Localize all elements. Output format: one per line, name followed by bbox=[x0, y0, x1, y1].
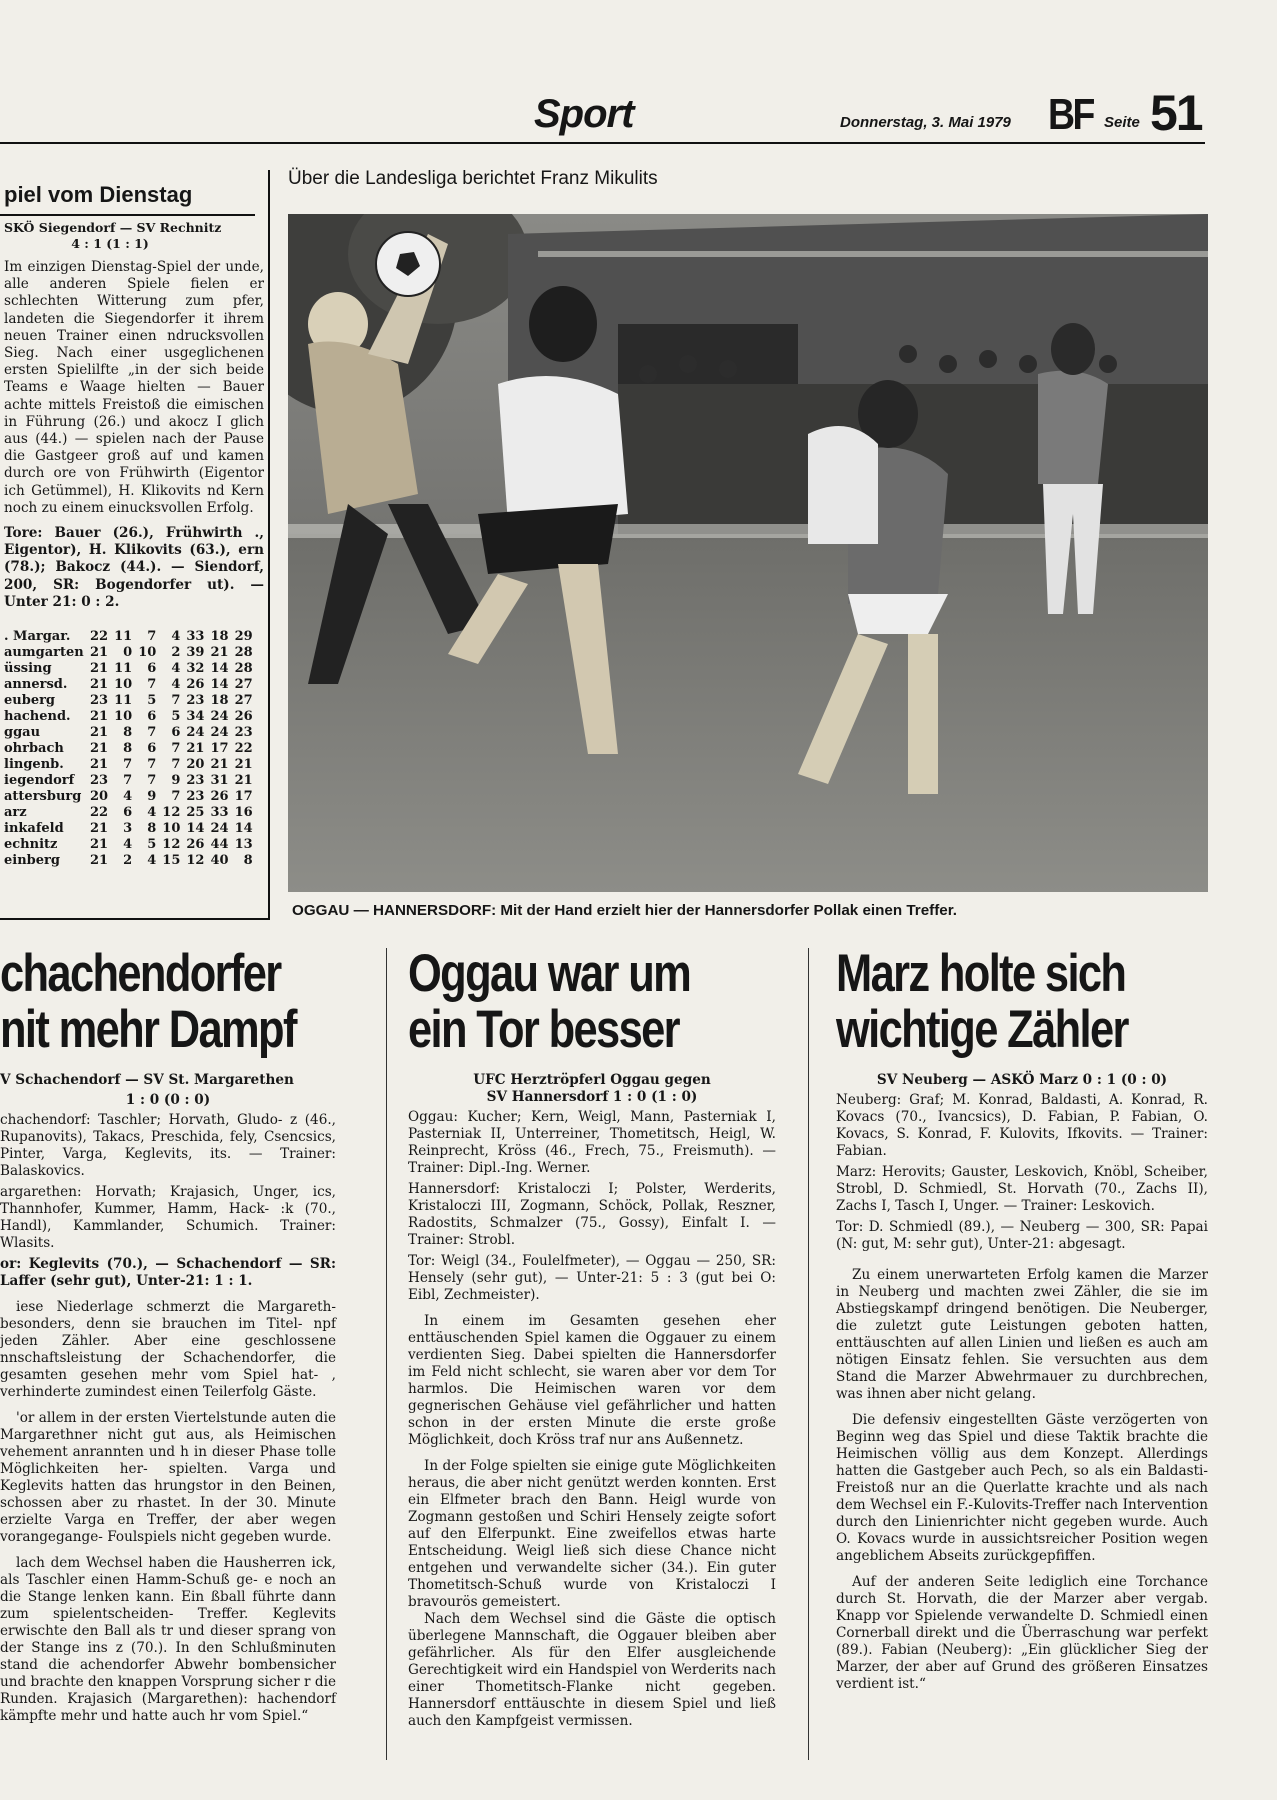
column-divider bbox=[808, 948, 809, 1760]
standings-cell-sp: 23 bbox=[90, 693, 109, 709]
standings-cell-sp: 21 bbox=[90, 645, 109, 661]
goals-line: Tor: Weigl (34., Foulelfmeter), — Oggau — 250, SR: Hensely (sehr gut), — Unter-21: 5 : 3 (gut bei O: Eibl, Zechmeister). bbox=[408, 1253, 776, 1303]
article-headline-line: ein Tor besser bbox=[408, 1000, 679, 1059]
standings-cell-tore: 21 bbox=[186, 741, 205, 757]
standings-cell-gt: 40 bbox=[210, 853, 229, 869]
standings-cell-team: ohrbach bbox=[4, 741, 64, 757]
standings-row bbox=[4, 709, 256, 725]
standings-cell-sp: 23 bbox=[90, 773, 109, 789]
standings-cell-pkt: 17 bbox=[234, 789, 253, 805]
standings-cell-s: 8 bbox=[123, 741, 133, 757]
article-paragraph: In einem im Gesamten gesehen eher enttäuschenden Spiel kamen die Oggauer zu einem verdienten Sieg. Dabei spielten die Hannersdorfer im Feld nicht schlecht, sie waren aber vor dem Tor harmlos. Die Heimischen waren vor dem gegnerischen Gehäuse viel gefährlicher und hatten schon in der ersten Minute die erste große Möglichkeit, doch Kröss traf nur ans Außennetz. bbox=[408, 1313, 776, 1448]
standings-cell-sp: 22 bbox=[90, 805, 109, 821]
standings-cell-s: 7 bbox=[123, 773, 133, 789]
standings-cell-team: lingenb. bbox=[4, 757, 64, 773]
standings-cell-tore: 26 bbox=[186, 677, 205, 693]
article-paragraph: Zu einem unerwarteten Erfolg kamen die Marzer in Neuberg und machten zwei Zähler, die sie im Abstiegskampf dringend benötigen. Die Neuberger, die zuletzt gute Leistungen geboten hatten, enttäuschten auf allen Linien und ließen es auch am nötigen Einsatz fehlen. Sie versuchten aus dem Stand die Marzer Abwehrmauer zu durchbrechen, was ihnen aber nicht gelang. bbox=[836, 1267, 1208, 1402]
standings-cell-s: 10 bbox=[114, 709, 133, 725]
article-paragraph: Nach dem Wechsel sind die Gäste die optisch überlegene Mannschaft, die Oggauer bleiben aber gefährlicher. Als für den Elfer ausgleichende Gerechtigkeit wird ein Handspiel von Werderits nach einer Thometitsch-Flanke nicht gegeben. Hannersdorf enttäuschte in diesem Spiel und ließ auch den Kampfgeist vermissen. bbox=[408, 1611, 776, 1729]
standings-cell-u: 4 bbox=[147, 853, 157, 869]
standings-cell-tore: 20 bbox=[186, 757, 205, 773]
standings-cell-team: . Margar. bbox=[4, 629, 71, 645]
standings-row bbox=[4, 725, 256, 741]
standings-cell-team: attersburg bbox=[4, 789, 82, 805]
standings-cell-u: 7 bbox=[147, 677, 157, 693]
standings-cell-sp: 21 bbox=[90, 725, 109, 741]
standings-cell-team: arz bbox=[4, 805, 27, 821]
standings-cell-s: 4 bbox=[123, 789, 133, 805]
standings-cell-n: 5 bbox=[171, 709, 181, 725]
standings-cell-n: 4 bbox=[171, 661, 181, 677]
standings-cell-s: 0 bbox=[123, 645, 133, 661]
lineup-away: argarethen: Horvath; Krajasich, Unger, ics, Thannhofer, Kummer, Hamm, Hack- :k (70., Handl), Kammlander, Schumich. Trainer: Wlasits. bbox=[0, 1184, 336, 1251]
lineup-away: Marz: Herovits; Gauster, Leskovich, Knöbl, Scheiber, Strobl, D. Schmiedl, St. Horvath (70., Zachs II), Zachs I, Tasch I, Unger. — Trainer: Leskovich. bbox=[836, 1164, 1208, 1214]
standings-cell-n: 10 bbox=[162, 821, 181, 837]
standings-cell-n: 7 bbox=[171, 789, 181, 805]
standings-cell-pkt: 28 bbox=[234, 645, 253, 661]
standings-cell-team: iegendorf bbox=[4, 773, 75, 789]
standings-cell-n: 15 bbox=[162, 853, 181, 869]
standings-cell-u: 7 bbox=[147, 757, 157, 773]
match-photo bbox=[288, 214, 1208, 892]
standings-cell-gt: 24 bbox=[210, 725, 229, 741]
standings-cell-sp: 21 bbox=[90, 837, 109, 853]
lineup-home: Oggau: Kucher; Kern, Weigl, Mann, Pasterniak I, Pasterniak II, Unterreiner, Thometitsch, Heigl, W. Reinprecht, Kröss (46., Frech, 75., Freismuth). — Trainer: Dipl.-Ing. Werner. bbox=[408, 1109, 776, 1176]
standings-cell-pkt: 23 bbox=[234, 725, 253, 741]
standings-cell-sp: 22 bbox=[90, 629, 109, 645]
standings-cell-gt: 33 bbox=[210, 805, 229, 821]
match-score: 1 : 0 (0 : 0) bbox=[125, 1092, 211, 1108]
standings-cell-tore: 23 bbox=[186, 693, 205, 709]
article-oggau bbox=[408, 946, 776, 1730]
photo-caption: OGGAU — HANNERSDORF: Mit der Hand erzielt hier der Hannersdorfer Pollak einen Treffer. bbox=[292, 902, 958, 919]
sidebar-title: piel vom Dienstag bbox=[4, 182, 193, 207]
standings-cell-u: 8 bbox=[147, 821, 157, 837]
sidebar-tore: Tore: Bauer (26.), Frühwirth ., Eigentor), H. Klikovits (63.), ern (78.); Bakocz (44.). — Siendorf, 200, SR: Bogendorfer ut). — Unter 21: 0 : 2. bbox=[4, 525, 264, 610]
standings-row bbox=[4, 693, 256, 709]
standings-cell-s: 4 bbox=[123, 837, 133, 853]
article-paragraph: 'or allem in der ersten Viertelstunde auten die Margarethner nicht gut aus, als Heimischen vehement anrannten und h in dieser Phase tolle Möglichkeiten her- spielten. Varga und Keglevits hatten das hrungstor in den Beinen, schossen aber zu rhastet. In der 30. Minute erzielte Varga en Treffer, der aber wegen vorangegange- Foulspiels nicht gegeben wurde. bbox=[0, 1410, 336, 1545]
standings-cell-pkt: 16 bbox=[234, 805, 253, 821]
standings-cell-tore: 23 bbox=[186, 773, 205, 789]
standings-cell-s: 11 bbox=[114, 693, 133, 709]
standings-cell-s: 7 bbox=[123, 757, 133, 773]
article-marz bbox=[836, 946, 1208, 1693]
column-divider bbox=[386, 948, 387, 1760]
standings-cell-pkt: 21 bbox=[234, 757, 253, 773]
standings-cell-gt: 14 bbox=[210, 677, 229, 693]
standings-cell-u: 6 bbox=[147, 709, 157, 725]
standings-cell-gt: 18 bbox=[210, 629, 229, 645]
standings-cell-tore: 33 bbox=[186, 629, 205, 645]
standings-cell-team: ggau bbox=[4, 725, 41, 741]
standings-cell-pkt: 21 bbox=[234, 773, 253, 789]
standings-table bbox=[4, 629, 256, 869]
standings-cell-team: einberg bbox=[4, 853, 60, 869]
standings-cell-s: 6 bbox=[123, 805, 133, 821]
article-paragraph: lach dem Wechsel haben die Hausherren ick, als Taschler einen Hamm-Schuß ge- e noch an die Stange lenken kann. Ein ßball führte dann zum spielentscheiden- Treffer. Keglevits erwischte den Ball als tr und dieser sprang von der Stange ins z (70.). In den Schlußminuten stand die achendorfer Abwehr bombensicher und brachte den knappen Vorsprung sicher r die Runden. Krajasich (Margarethen): hachendorf kämpfte mehr und hatte auch hr vom Spiel.“ bbox=[0, 1555, 336, 1724]
standings-cell-pkt: 28 bbox=[234, 661, 253, 677]
standings-cell-tore: 39 bbox=[186, 645, 205, 661]
standings-cell-gt: 14 bbox=[210, 661, 229, 677]
article-paragraph: Auf der anderen Seite lediglich eine Torchance durch St. Horvath, die der Marzer aber vergab. Knapp vor Spielende verwandelte D. Schmiedl einen Cornerball direkt und die Überraschung war perfekt (89.). Fabian (Neuberg): „Ein glücklicher Sieg der Marzer, der aber auf Grund des größeren Einsatzes verdient ist.“ bbox=[836, 1574, 1208, 1692]
standings-cell-team: inkafeld bbox=[4, 821, 64, 837]
standings-cell-u: 9 bbox=[147, 789, 157, 805]
standings-row bbox=[4, 853, 256, 869]
standings-cell-n: 7 bbox=[171, 741, 181, 757]
standings-cell-n: 4 bbox=[171, 629, 181, 645]
standings-cell-tore: 23 bbox=[186, 789, 205, 805]
standings-row bbox=[4, 821, 256, 837]
standings-cell-pkt: 14 bbox=[234, 821, 253, 837]
standings-cell-n: 2 bbox=[171, 645, 181, 661]
standings-cell-sp: 21 bbox=[90, 821, 109, 837]
standings-cell-pkt: 26 bbox=[234, 709, 253, 725]
standings-cell-u: 5 bbox=[147, 693, 157, 709]
standings-cell-u: 6 bbox=[147, 661, 157, 677]
standings-row bbox=[4, 645, 256, 661]
goals-line: Tor: D. Schmiedl (89.), — Neuberg — 300, SR: Papai (N: gut, M: sehr gut), Unter-21: abgesagt. bbox=[836, 1219, 1208, 1252]
match-line: V Schachendorf — SV St. Margarethen bbox=[0, 1072, 294, 1088]
standings-cell-sp: 21 bbox=[90, 853, 109, 869]
standings-cell-s: 8 bbox=[123, 725, 133, 741]
article-headline-line: chachendorfer bbox=[0, 944, 281, 1003]
standings-cell-gt: 17 bbox=[210, 741, 229, 757]
standings-row bbox=[4, 677, 256, 693]
standings-cell-tore: 14 bbox=[186, 821, 205, 837]
article-headline-line: Marz holte sich bbox=[836, 944, 1126, 1003]
sidebar-report: Im einzigen Dienstag-Spiel der unde, alle anderen Spiele fielen er schlechten Witterung zum pfer, landeten die Siegendorfer it ihrem neuen Trainer einen ndrucksvollen Sieg. Nach einer usgeglichenen ersten Spielilfte „in der sich beide Teams e Waage hielten — Bauer achte mittels Freistoß die eimischen in Führung (26.) und akocz I glich aus (44.) — spielen nach der Pause die Gastgeer groß auf und kamen durch ore von Frühwirth (Eigentor ich Getümmel), H. Klikovits nd Kern noch zu einem einucksvollen Erfolg. bbox=[4, 259, 264, 516]
standings-cell-team: euberg bbox=[4, 693, 56, 709]
standings-cell-sp: 21 bbox=[90, 741, 109, 757]
standings-cell-team: hachend. bbox=[4, 709, 71, 725]
standings-cell-n: 7 bbox=[171, 757, 181, 773]
article-paragraph: Die defensiv eingestellten Gäste verzögerten von Beginn weg das Spiel und diese Taktik brachte die Heimischen völlig aus dem Konzept. Allerdings hatten die Gastgeber auch Pech, so als ein Baldasti-Freistoß nur an die Querlatte krachte und als nach dem Wechsel ein F.-Kulovits-Treffer nach Intervention durch den Linienrichter nicht gegeben wurde. Auch O. Kovacs wurde in aussichtsreicher Position wegen angeblichem Abseits zurückgepfiffen. bbox=[836, 1412, 1208, 1564]
standings-cell-sp: 21 bbox=[90, 757, 109, 773]
lineup-home: Neuberg: Graf; M. Konrad, Baldasti, A. Konrad, R. Kovacs (70., Ivancsics), D. Fabian, P. Fabian, O. Kovacs, S. Konrad, F. Kulovits, Ifkovits. — Trainer: Fabian. bbox=[836, 1092, 1208, 1159]
standings-cell-sp: 20 bbox=[90, 789, 109, 805]
standings-row bbox=[4, 661, 256, 677]
standings-cell-tore: 32 bbox=[186, 661, 205, 677]
standings-cell-u: 7 bbox=[147, 629, 157, 645]
standings-row bbox=[4, 789, 256, 805]
sidebar-rule bbox=[0, 214, 255, 216]
standings-cell-n: 7 bbox=[171, 693, 181, 709]
standings-cell-pkt: 27 bbox=[234, 693, 253, 709]
page-number: 51 bbox=[1150, 85, 1202, 141]
standings-row bbox=[4, 805, 256, 821]
article-headline-line: Oggau war um bbox=[408, 944, 691, 1003]
standings-cell-n: 6 bbox=[171, 725, 181, 741]
standings-cell-tore: 24 bbox=[186, 725, 205, 741]
standings-cell-s: 11 bbox=[114, 661, 133, 677]
issue-date: Donnerstag, 3. Mai 1979 bbox=[840, 114, 1011, 131]
standings-cell-pkt: 27 bbox=[234, 677, 253, 693]
standings-cell-pkt: 8 bbox=[243, 853, 253, 869]
standings-cell-gt: 21 bbox=[210, 757, 229, 773]
standings-cell-pkt: 13 bbox=[234, 837, 253, 853]
standings-cell-s: 11 bbox=[114, 629, 133, 645]
standings-cell-sp: 21 bbox=[90, 661, 109, 677]
standings-cell-n: 9 bbox=[171, 773, 181, 789]
standings-cell-pkt: 22 bbox=[234, 741, 253, 757]
standings-cell-u: 6 bbox=[147, 741, 157, 757]
newspaper-logo: BF bbox=[1048, 90, 1093, 139]
masthead-rule bbox=[0, 142, 1205, 144]
standings-cell-team: echnitz bbox=[4, 837, 58, 853]
page-label: Seite bbox=[1104, 114, 1140, 131]
standings-cell-pkt: 29 bbox=[234, 629, 253, 645]
standings-cell-u: 7 bbox=[147, 773, 157, 789]
standings-cell-team: üssing bbox=[4, 661, 52, 677]
standings-cell-gt: 18 bbox=[210, 693, 229, 709]
lineup-home: chachendorf: Taschler; Horvath, Gludo- z (46., Rupanovits), Takacs, Preschida, fely, Csencsics, Pinter, Varga, Keglevits, its. — Trainer: Balaskovics. bbox=[0, 1112, 336, 1179]
standings-cell-u: 4 bbox=[147, 805, 157, 821]
standings-cell-gt: 44 bbox=[210, 837, 229, 853]
article-paragraph: iese Niederlage schmerzt die Margareth- besonders, denn sie brauchen im Titel- npf jeden Zähler. Aber eine geschlossene nnschaftsleistung der Schachendorfer, die gesamten gesehen mehr vom Spiel hat- , verhinderte zumindest einen Teilerfolg Gäste. bbox=[0, 1299, 336, 1400]
standings-cell-n: 4 bbox=[171, 677, 181, 693]
standings-cell-u: 7 bbox=[147, 725, 157, 741]
article-paragraph: In der Folge spielten sie einige gute Möglichkeiten heraus, die aber nicht genützt werden konnten. Erst ein Elfmeter brach den Bann. Heigl wurde von Zogmann gestoßen und Schiri Hensely zeigte sofort auf den Elferpunkt. Eine zweifellos etwas harte Entscheidung. Weigl ließ sich diese Chance nicht entgehen und verwandelte sicher (34.). Ein guter Thometitsch-Schuß wurde von Kristaloczi I bravourös gemeistert. bbox=[408, 1458, 776, 1610]
standings-row bbox=[4, 773, 256, 789]
standings-cell-sp: 21 bbox=[90, 709, 109, 725]
section-title: Sport bbox=[534, 92, 634, 136]
standings-cell-n: 12 bbox=[162, 805, 181, 821]
sidebar-match: SKÖ Siegendorf — SV Rechnitz bbox=[4, 220, 222, 235]
standings-cell-gt: 31 bbox=[210, 773, 229, 789]
standings-cell-tore: 12 bbox=[186, 853, 205, 869]
masthead bbox=[0, 84, 1205, 144]
match-line: SV Neuberg — ASKÖ Marz 0 : 1 (0 : 0) bbox=[876, 1072, 1168, 1088]
standings-row bbox=[4, 629, 256, 645]
standings-cell-u: 5 bbox=[147, 837, 157, 853]
standings-row bbox=[4, 741, 256, 757]
standings-cell-tore: 25 bbox=[186, 805, 205, 821]
standings-cell-s: 10 bbox=[114, 677, 133, 693]
standings-cell-gt: 26 bbox=[210, 789, 229, 805]
match-line: UFC Herztröpferl Oggau gegen bbox=[473, 1072, 711, 1088]
article-schachendorf bbox=[0, 946, 336, 1725]
standings-cell-team: annersd. bbox=[4, 677, 68, 693]
standings-cell-gt: 24 bbox=[210, 709, 229, 725]
standings-cell-team: aumgarten bbox=[4, 645, 84, 661]
standings-cell-s: 3 bbox=[123, 821, 133, 837]
sidebar-score: 4 : 1 (1 : 1) bbox=[71, 236, 149, 251]
standings-cell-sp: 21 bbox=[90, 677, 109, 693]
standings-cell-n: 12 bbox=[162, 837, 181, 853]
goals-line: or: Keglevits (70.), — Schachendorf — SR: Laffer (sehr gut), Unter-21: 1 : 1. bbox=[0, 1256, 336, 1289]
article-headline-line: wichtige Zähler bbox=[836, 1000, 1128, 1059]
standings-cell-tore: 26 bbox=[186, 837, 205, 853]
standings-cell-gt: 21 bbox=[210, 645, 229, 661]
byline: Über die Landesliga berichtet Franz Mikulits bbox=[288, 168, 658, 189]
standings-cell-s: 2 bbox=[123, 853, 133, 869]
sidebar-box bbox=[0, 170, 270, 920]
standings-cell-u: 10 bbox=[138, 645, 157, 661]
standings-cell-gt: 24 bbox=[210, 821, 229, 837]
standings-row bbox=[4, 837, 256, 853]
lineup-away: Hannersdorf: Kristaloczi I; Polster, Werderits, Kristaloczi III, Zogmann, Schöck, Pollak, Reszner, Radostits, Schmalzer (75., Gossy), Einfalt I. — Trainer: Strobl. bbox=[408, 1181, 776, 1248]
standings-row bbox=[4, 757, 256, 773]
match-score: SV Hannersdorf 1 : 0 (1 : 0) bbox=[486, 1089, 698, 1105]
article-headline-line: nit mehr Dampf bbox=[0, 1000, 296, 1059]
standings-cell-tore: 34 bbox=[186, 709, 205, 725]
